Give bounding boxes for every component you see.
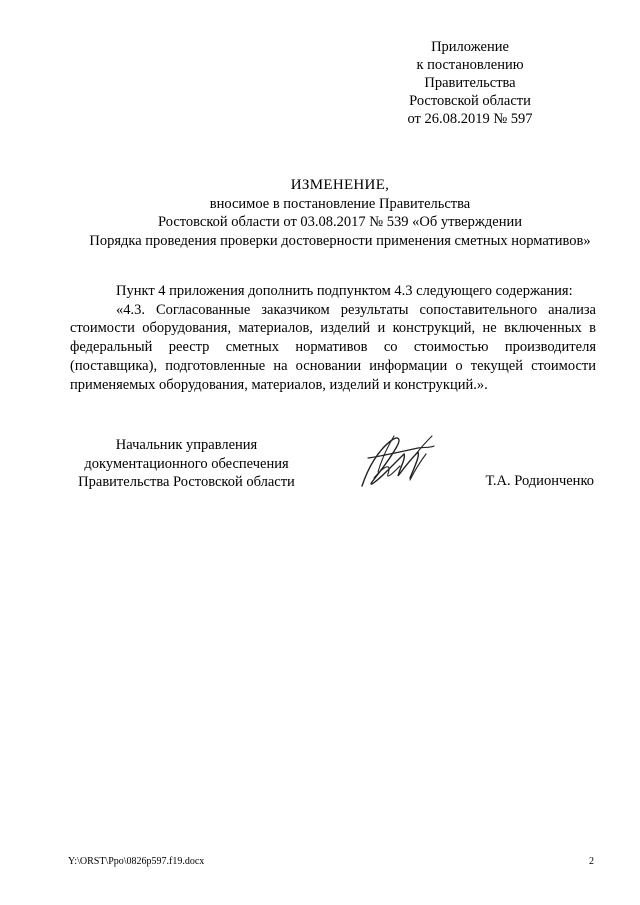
appendix-line: от 26.08.2019 № 597 <box>407 111 533 127</box>
heading-line: вносимое в постановление Правительства <box>209 195 471 212</box>
footer-file-path: Y:\ORST\Ppo\0826p597.f19.docx <box>68 856 205 867</box>
appendix-line: Приложение <box>431 39 509 55</box>
heading-line: Ростовской области от 03.08.2017 № 539 «Об утверждении <box>158 214 522 230</box>
heading-line: Порядка проведения проверки достоверности применения сметных нормативов» <box>89 232 591 249</box>
signatory-name: Т.А. Родионченко <box>485 473 594 489</box>
body-paragraph: «4.3. Согласованные заказчиком результаты сопоставительного анализа стоимости оборудования, материалов, изделий и конструкций, не включенных в федеральный реестр сметных нормативов со стоимостью производителя (поставщика), подготовленные на основании информации о текущей стоимости применяемых оборудования, материалов, изделий и конструкций.». <box>70 301 596 393</box>
document-title: ИЗМЕНЕНИЕ, <box>290 177 390 193</box>
position-line: Правительства Ростовской области <box>78 474 295 490</box>
appendix-line: к постановлению <box>416 57 524 73</box>
appendix-header <box>370 38 570 128</box>
handwritten-signature <box>348 428 440 498</box>
appendix-line: Правительства <box>424 75 516 91</box>
position-line: документационного обеспечения <box>84 455 289 472</box>
appendix-line: Ростовской области <box>409 93 531 109</box>
body-paragraph: Пункт 4 приложения дополнить подпунктом 4.3 следующего содержания: <box>116 283 573 299</box>
footer-page-number: 2 <box>589 856 594 867</box>
signatory-position <box>64 436 309 492</box>
document-body <box>70 282 596 394</box>
position-line: Начальник управления <box>115 437 258 453</box>
document-heading <box>60 176 620 250</box>
